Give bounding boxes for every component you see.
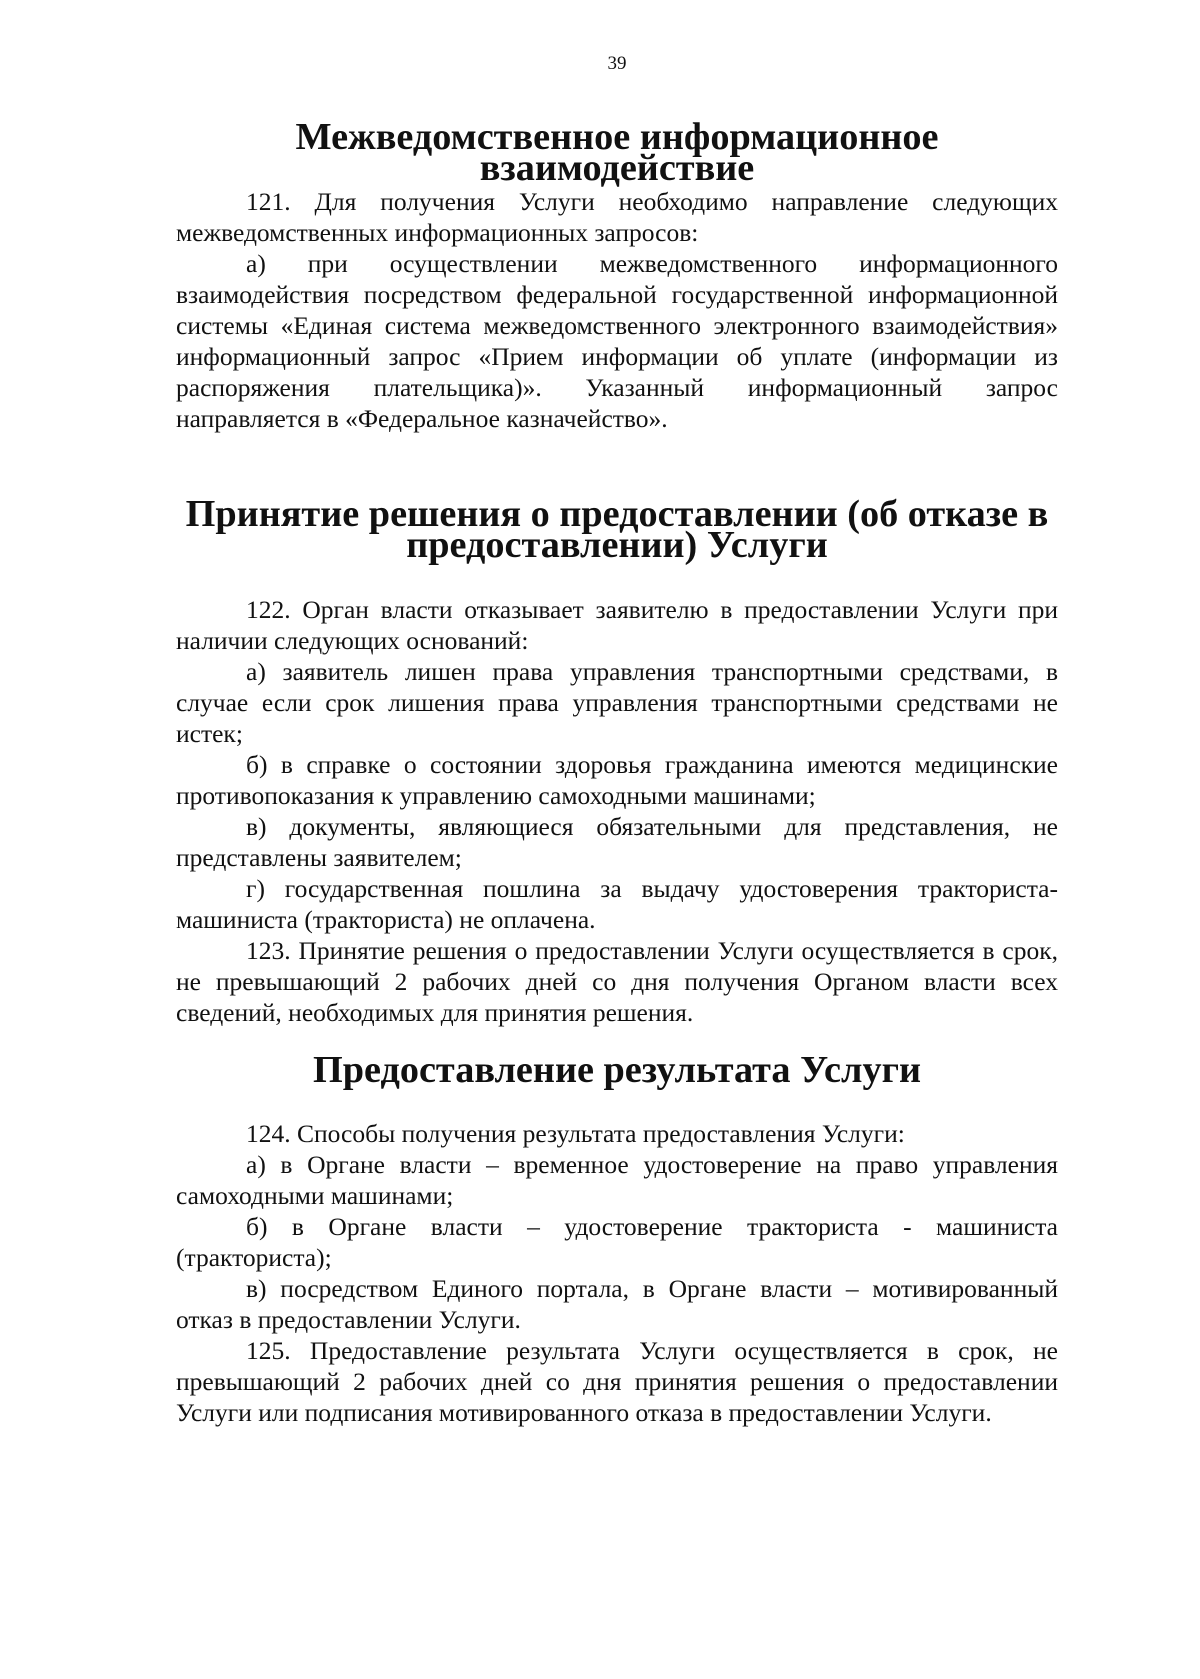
section-heading-result: Предоставление результата Услуги [312, 1049, 921, 1091]
section-heading-interagency: Межведомственное информационное взаимодействие [295, 116, 939, 189]
section-body-decision [176, 594, 1058, 1028]
section-body-result [176, 1118, 1058, 1428]
paragraph-122-b: б) в справке о состоянии здоровья гражданина имеются медицинские противопоказания к управлению самоходными машинами; [176, 750, 1058, 810]
paragraph-122-g: г) государственная пошлина за выдачу удостоверения тракториста-машиниста (тракториста) не оплачена. [176, 874, 1058, 934]
paragraph-124-a: а) в Органе власти – временное удостоверение на право управления самоходными машинами; [176, 1150, 1058, 1210]
paragraph-125: 125. Предоставление результата Услуги осуществляется в срок, не превышающий 2 рабочих дней со дня принятия решения о предоставлении Услуги или подписания мотивированного отказа в предоставлении Услуги. [176, 1336, 1058, 1427]
paragraph-122: 122. Орган власти отказывает заявителю в предоставлении Услуги при наличии следующих оснований: [176, 595, 1058, 655]
paragraph-121: 121. Для получения Услуги необходимо направление следующих межведомственных информационных запросов: [176, 187, 1058, 247]
page-number: 39 [607, 53, 627, 74]
section-heading-decision: Принятие решения о предоставлении (об отказе в предоставлении) Услуги [185, 493, 1049, 566]
paragraph-124-b: б) в Органе власти – удостоверение тракториста - машиниста (тракториста); [176, 1212, 1058, 1272]
paragraph-124-v: в) посредством Единого портала, в Органе власти – мотивированный отказ в предоставлении Услуги. [176, 1274, 1058, 1334]
paragraph-122-v: в) документы, являющиеся обязательными для представления, не представлены заявителем; [176, 812, 1058, 872]
paragraph-123: 123. Принятие решения о предоставлении Услуги осуществляется в срок, не превышающий 2 рабочих дней со дня получения Органом власти всех сведений, необходимых для принятия решения. [176, 936, 1058, 1027]
section-body-interagency [176, 186, 1058, 434]
paragraph-124: 124. Способы получения результата предоставления Услуги: [246, 1119, 905, 1148]
paragraph-122-a: а) заявитель лишен права управления транспортными средствами, в случае если срок лишения права управления транспортными средствами не истек; [176, 657, 1058, 748]
paragraph-121-a: а) при осуществлении межведомственного информационного взаимодействия посредством федеральной государственной информационной системы «Единая система межведомственного электронного взаимодействия» информационный запрос «Прием информации об уплате (информации из распоряжения плательщика)». Указанный информационный запрос направляется в «Федеральное казначейство». [176, 249, 1058, 433]
